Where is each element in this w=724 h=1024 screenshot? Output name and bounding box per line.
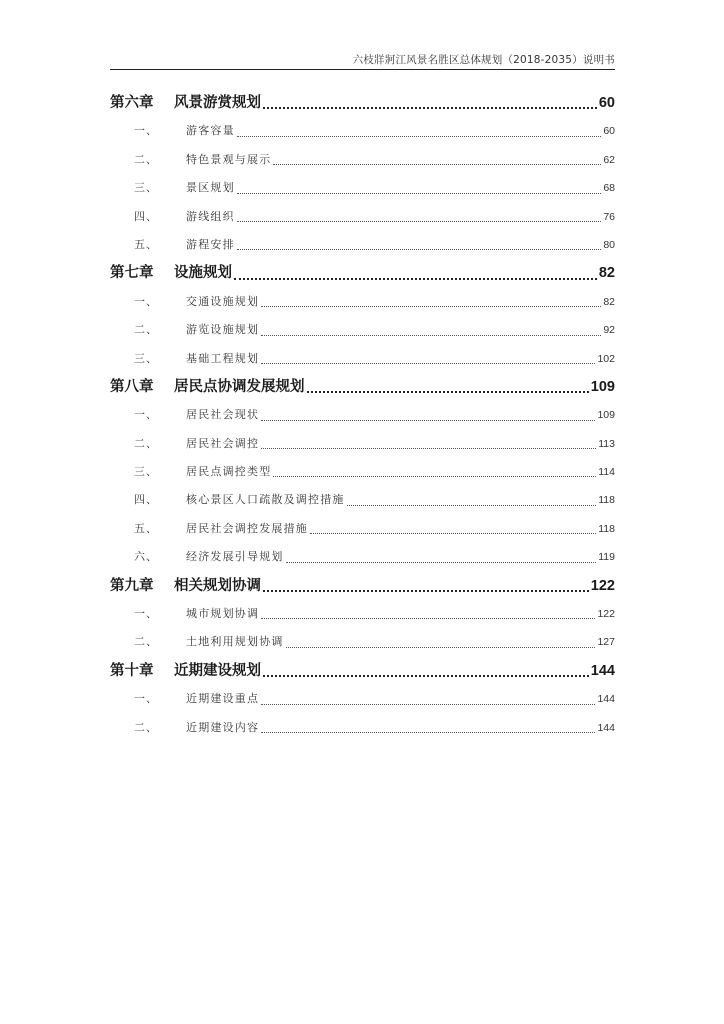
toc-section-entry[interactable] bbox=[110, 401, 615, 429]
section-title: 基础工程规划 bbox=[186, 351, 260, 365]
page-number: 127 bbox=[597, 636, 615, 649]
section-title: 游程安排 bbox=[186, 237, 235, 251]
toc-section-entry[interactable] bbox=[110, 174, 615, 202]
toc-section-entry[interactable] bbox=[110, 685, 615, 713]
dot-leader bbox=[286, 543, 597, 571]
page-number: 76 bbox=[603, 210, 615, 223]
toc-section-entry[interactable] bbox=[110, 515, 615, 543]
dot-leader bbox=[237, 203, 602, 231]
dot-leader bbox=[263, 572, 589, 600]
dot-leader bbox=[261, 600, 595, 628]
section-number: 三、 bbox=[134, 465, 158, 479]
section-title: 居民点调控类型 bbox=[186, 465, 272, 479]
toc-section-entry[interactable] bbox=[110, 600, 615, 628]
page-number: 144 bbox=[590, 662, 615, 679]
dot-leader bbox=[234, 259, 597, 287]
section-title: 近期建设重点 bbox=[186, 692, 260, 706]
section-number: 二、 bbox=[134, 436, 158, 450]
chapter-title: 近期建设规划 bbox=[174, 662, 261, 679]
toc-section-entry[interactable] bbox=[110, 430, 615, 458]
section-number: 二、 bbox=[134, 720, 158, 734]
page-number: 118 bbox=[598, 522, 615, 535]
section-title: 交通设施规划 bbox=[186, 294, 260, 308]
section-number: 五、 bbox=[134, 237, 158, 251]
section-title: 景区规划 bbox=[186, 181, 235, 195]
section-number: 二、 bbox=[134, 323, 158, 337]
toc-section-entry[interactable] bbox=[110, 486, 615, 514]
toc-section-entry[interactable] bbox=[110, 231, 615, 259]
chapter-title: 相关规划协调 bbox=[174, 577, 261, 594]
page-number: 80 bbox=[603, 238, 615, 251]
section-title: 核心景区人口疏散及调控措施 bbox=[186, 493, 345, 507]
section-number: 一、 bbox=[134, 124, 158, 138]
toc-chapter-entry[interactable] bbox=[110, 259, 615, 287]
page-number: 119 bbox=[598, 551, 615, 564]
dot-leader bbox=[261, 714, 595, 742]
dot-leader bbox=[261, 345, 595, 373]
dot-leader bbox=[261, 288, 601, 316]
chapter-number: 第八章 bbox=[110, 378, 154, 395]
toc-section-entry[interactable] bbox=[110, 316, 615, 344]
section-title: 游客容量 bbox=[186, 124, 235, 138]
toc-section-entry[interactable] bbox=[110, 288, 615, 316]
dot-leader bbox=[261, 316, 601, 344]
toc-section-entry[interactable] bbox=[110, 345, 615, 373]
page-number: 113 bbox=[598, 437, 615, 450]
toc-chapter-entry[interactable] bbox=[110, 373, 615, 401]
chapter-number: 第六章 bbox=[110, 95, 154, 111]
section-number: 一、 bbox=[134, 294, 158, 308]
dot-leader bbox=[310, 515, 596, 543]
page-number: 68 bbox=[603, 182, 615, 195]
dot-leader bbox=[273, 458, 596, 486]
section-number: 一、 bbox=[134, 408, 158, 422]
page-header: 六枝牂牁江风景名胜区总体规划（2018-2035）说明书 bbox=[352, 54, 615, 66]
section-number: 四、 bbox=[134, 209, 158, 223]
chapter-title: 居民点协调发展规划 bbox=[174, 378, 305, 395]
section-title: 居民社会调控发展措施 bbox=[186, 521, 308, 535]
section-number: 三、 bbox=[134, 181, 158, 195]
dot-leader bbox=[261, 401, 595, 429]
toc-chapter-entry[interactable] bbox=[110, 89, 615, 117]
section-title: 特色景观与展示 bbox=[186, 152, 272, 166]
toc-section-entry[interactable] bbox=[110, 714, 615, 742]
dot-leader bbox=[261, 430, 596, 458]
section-number: 一、 bbox=[134, 607, 158, 621]
toc-section-entry[interactable] bbox=[110, 117, 615, 145]
dot-leader bbox=[286, 628, 596, 656]
dot-leader bbox=[237, 231, 602, 259]
dot-leader bbox=[261, 685, 595, 713]
page-number: 109 bbox=[597, 409, 615, 422]
section-title: 土地利用规划协调 bbox=[186, 635, 284, 649]
chapter-number: 第十章 bbox=[110, 662, 154, 679]
header-rule bbox=[110, 69, 615, 70]
dot-leader bbox=[263, 657, 589, 685]
chapter-title: 设施规划 bbox=[174, 265, 232, 282]
toc-section-entry[interactable] bbox=[110, 543, 615, 571]
page-number: 60 bbox=[603, 125, 615, 138]
dot-leader bbox=[237, 174, 602, 202]
section-title: 游览设施规划 bbox=[186, 323, 260, 337]
section-title: 近期建设内容 bbox=[186, 720, 260, 734]
chapter-title: 风景游赏规划 bbox=[174, 95, 261, 111]
dot-leader bbox=[307, 373, 589, 401]
section-title: 城市规划协调 bbox=[186, 607, 260, 621]
page-number: 122 bbox=[590, 577, 615, 594]
section-title: 经济发展引导规划 bbox=[186, 550, 284, 564]
section-number: 五、 bbox=[134, 521, 158, 535]
chapter-number: 第九章 bbox=[110, 577, 154, 594]
toc-section-entry[interactable] bbox=[110, 203, 615, 231]
dot-leader bbox=[273, 146, 601, 174]
section-title: 居民社会现状 bbox=[186, 408, 260, 422]
section-number: 三、 bbox=[134, 351, 158, 365]
page-number: 122 bbox=[597, 608, 615, 621]
page-number: 102 bbox=[597, 352, 615, 365]
chapter-number: 第七章 bbox=[110, 265, 154, 282]
page-number: 109 bbox=[590, 378, 615, 395]
toc-section-entry[interactable] bbox=[110, 146, 615, 174]
section-number: 四、 bbox=[134, 493, 158, 507]
section-number: 一、 bbox=[134, 692, 158, 706]
page-number: 144 bbox=[597, 693, 615, 706]
dot-leader bbox=[263, 89, 597, 117]
page-number: 82 bbox=[603, 295, 615, 308]
toc-chapter-entry[interactable] bbox=[110, 572, 615, 600]
page-number: 118 bbox=[598, 494, 615, 507]
toc-chapter-entry[interactable] bbox=[110, 657, 615, 685]
dot-leader bbox=[347, 486, 597, 514]
section-title: 居民社会调控 bbox=[186, 436, 260, 450]
section-number: 二、 bbox=[134, 635, 158, 649]
page-number: 92 bbox=[603, 324, 615, 337]
section-number: 六、 bbox=[134, 550, 158, 564]
page-number: 144 bbox=[597, 721, 615, 734]
page-number: 62 bbox=[603, 153, 615, 166]
toc-section-entry[interactable] bbox=[110, 628, 615, 656]
table-of-contents bbox=[110, 89, 615, 742]
page-number: 82 bbox=[598, 265, 615, 282]
page-number: 60 bbox=[598, 95, 615, 111]
dot-leader bbox=[237, 117, 602, 145]
section-title: 游线组织 bbox=[186, 209, 235, 223]
section-number: 二、 bbox=[134, 152, 158, 166]
page-number: 114 bbox=[598, 466, 615, 479]
toc-section-entry[interactable] bbox=[110, 458, 615, 486]
